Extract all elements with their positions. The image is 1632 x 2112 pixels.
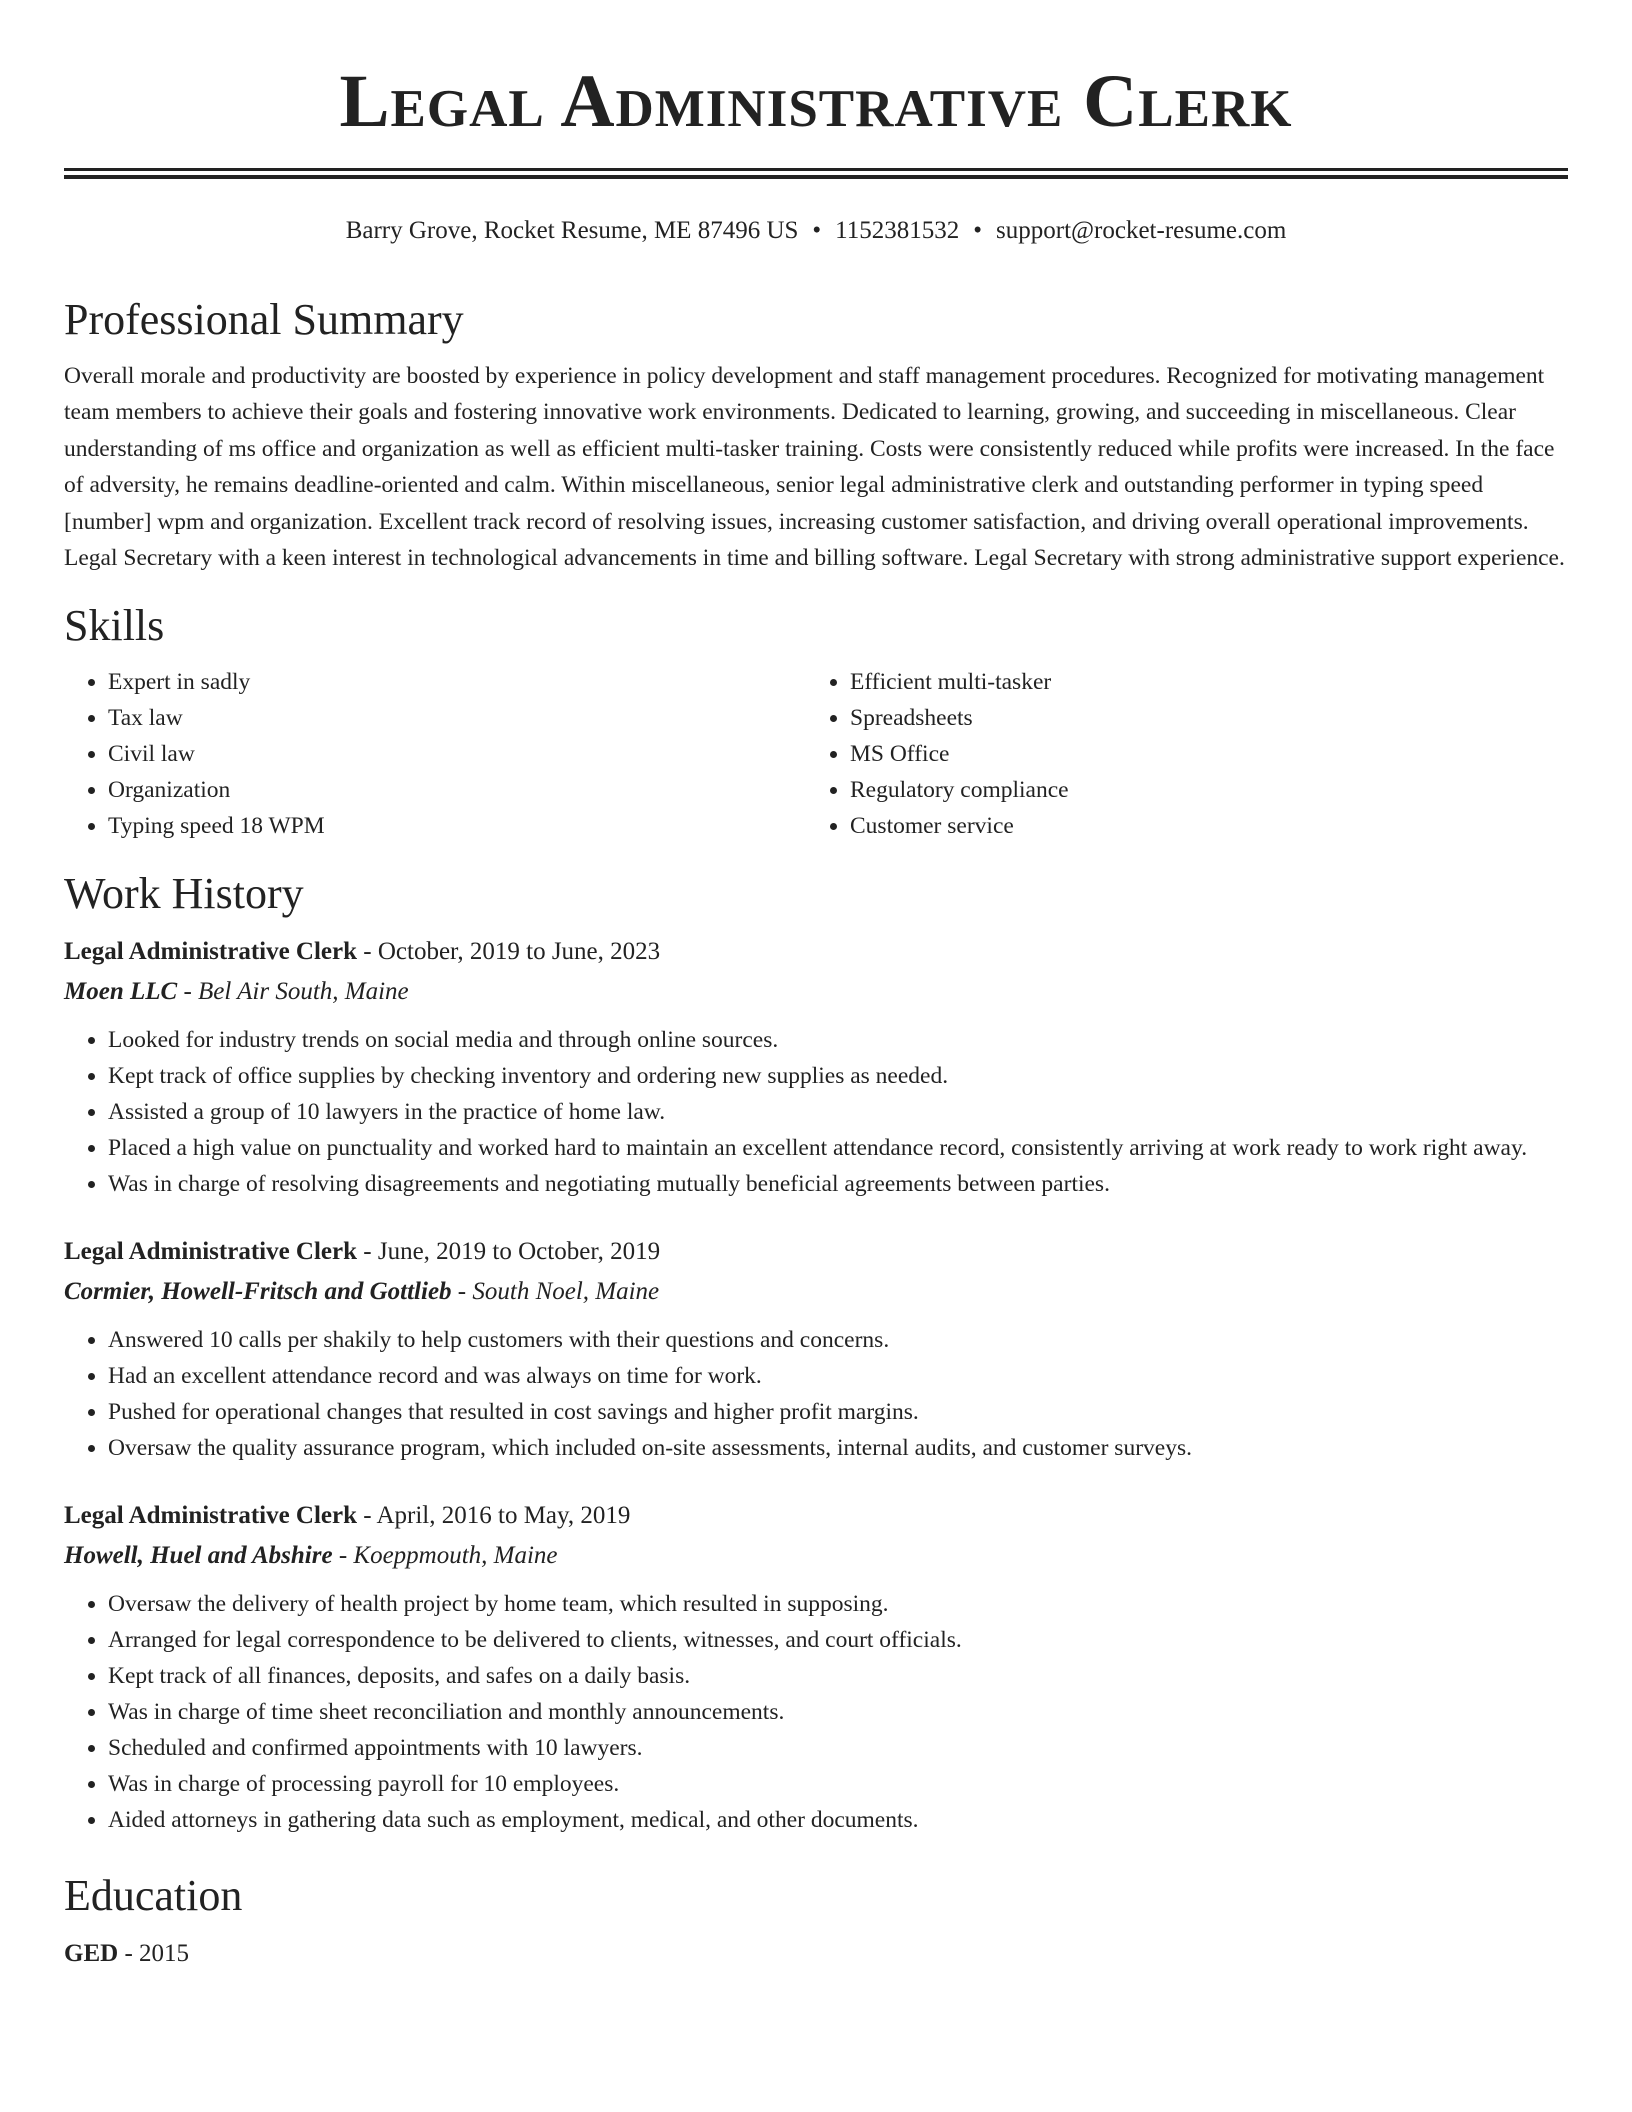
education-section xyxy=(64,1868,1568,1974)
skills-heading: Skills xyxy=(64,601,165,651)
job-bullets xyxy=(64,1022,1568,1202)
contact-line xyxy=(0,215,1632,247)
job-bullet: • Was in charge of processing payroll for 10 employees. xyxy=(108,1766,1568,1802)
job-title: Legal Administrative Clerk xyxy=(64,1238,358,1266)
job-dates: - April, 2016 to May, 2019 xyxy=(363,1502,631,1530)
job-company: Moen LLC xyxy=(64,978,178,1006)
skill-item: • Organization xyxy=(108,772,806,808)
job-bullet: • Was in charge of time sheet reconciliation and monthly announcements. xyxy=(108,1694,1568,1730)
education-heading: Education xyxy=(64,1871,243,1921)
job-location: - South Noel, Maine xyxy=(457,1278,660,1306)
job-title: Legal Administrative Clerk xyxy=(64,938,358,966)
job-location: - Bel Air South, Maine xyxy=(183,978,409,1006)
job-bullet: • Kept track of all finances, deposits, and safes on a daily basis. xyxy=(108,1658,1568,1694)
job-bullet: • Arranged for legal correspondence to be delivered to clients, witnesses, and court officials. xyxy=(108,1622,1568,1658)
job-location: - Koeppmouth, Maine xyxy=(338,1542,558,1570)
skill-item: • Typing speed 18 WPM xyxy=(108,808,806,844)
skills-columns xyxy=(64,664,1568,844)
contact-phone: 1152381532 xyxy=(835,217,960,244)
job-title-line xyxy=(64,932,1568,972)
job-entry xyxy=(64,1496,1568,1838)
job-dates: - June, 2019 to October, 2019 xyxy=(363,1238,661,1266)
summary-heading: Professional Summary xyxy=(64,295,464,344)
job-dates: - October, 2019 to June, 2023 xyxy=(363,938,661,966)
job-bullet: • Oversaw the delivery of health project by home team, which resulted in supposing. xyxy=(108,1586,1568,1622)
title-divider xyxy=(64,168,1568,179)
work-history-heading: Work History xyxy=(64,869,304,919)
job-bullets xyxy=(64,1586,1568,1838)
job-bullet: • Scheduled and confirmed appointments with 10 lawyers. xyxy=(108,1730,1568,1766)
work-history-section xyxy=(64,866,1568,1838)
skill-item: • Spreadsheets xyxy=(850,700,1548,736)
skill-item: • Tax law xyxy=(108,700,806,736)
job-company-line xyxy=(64,1272,1568,1312)
job-bullet: • Answered 10 calls per shakily to help customers with their questions and concerns. xyxy=(108,1322,1568,1358)
job-company-line xyxy=(64,972,1568,1012)
job-title: Legal Administrative Clerk xyxy=(64,1502,358,1530)
contact-separator: • xyxy=(812,217,822,244)
skill-item: • Expert in sadly xyxy=(108,664,806,700)
job-bullet: • Had an excellent attendance record and was always on time for work. xyxy=(108,1358,1568,1394)
job-bullet: • Pushed for operational changes that resulted in cost savings and higher profit margins. xyxy=(108,1394,1568,1430)
contact-separator: • xyxy=(973,217,983,244)
contact-email: support@rocket-resume.com xyxy=(996,217,1287,244)
education-year: - 2015 xyxy=(124,1940,190,1968)
job-bullets xyxy=(64,1322,1568,1466)
job-bullet: • Assisted a group of 10 lawyers in the practice of home law. xyxy=(108,1094,1568,1130)
job-bullet: • Looked for industry trends on social media and through online sources. xyxy=(108,1022,1568,1058)
resume-title: Legal Administrative Clerk xyxy=(339,60,1293,143)
skill-item: • Customer service xyxy=(850,808,1548,844)
job-bullet: • Kept track of office supplies by checking inventory and ordering new supplies as needed. xyxy=(108,1058,1568,1094)
skills-list-left xyxy=(64,664,806,844)
education-entry xyxy=(64,1934,1568,1974)
contact-address: Barry Grove, Rocket Resume, ME 87496 US xyxy=(345,217,799,244)
job-company: Cormier, Howell-Fritsch and Gottlieb xyxy=(64,1278,452,1306)
skill-item: • MS Office xyxy=(850,736,1548,772)
skills-list-right xyxy=(806,664,1548,844)
job-bullet: • Placed a high value on punctuality and worked hard to maintain an excellent attendance record, consistently arriving at work ready to work right away. xyxy=(108,1130,1568,1166)
summary-text: Overall morale and productivity are boosted by experience in policy development and staff management procedures. Recognized for motivating management team members to achieve their goals and fostering innovative work environments. Dedicated to learning, growing, and succeeding in miscellaneous. Clear understanding of ms office and organization as well as efficient multi-tasker training. Costs were consistently reduced while profits were increased. In the face of adversity, he remains deadline-oriented and calm. Within miscellaneous, senior legal administrative clerk and outstanding performer in typing speed [number] wpm and organization. Excellent track record of resolving issues, increasing customer satisfaction, and driving overall operational improvements. Legal Secretary with a keen interest in technological advancements in time and billing software. Legal Secretary with strong administrative support experience. xyxy=(64,363,1565,572)
job-entry xyxy=(64,932,1568,1202)
job-title-line xyxy=(64,1496,1568,1536)
job-bullet: • Was in charge of resolving disagreements and negotiating mutually beneficial agreements between parties. xyxy=(108,1166,1568,1202)
education-degree: GED xyxy=(64,1940,119,1968)
job-entry xyxy=(64,1232,1568,1466)
skill-item: • Civil law xyxy=(108,736,806,772)
skill-item: • Efficient multi-tasker xyxy=(850,664,1548,700)
job-company: Howell, Huel and Abshire xyxy=(64,1542,333,1570)
job-company-line xyxy=(64,1536,1568,1576)
summary-section xyxy=(64,292,1568,576)
job-title-line xyxy=(64,1232,1568,1272)
job-bullet: • Aided attorneys in gathering data such as employment, medical, and other documents. xyxy=(108,1802,1568,1838)
job-bullet: • Oversaw the quality assurance program, which included on-site assessments, internal audits, and customer surveys. xyxy=(108,1430,1568,1466)
resume-body xyxy=(64,292,1568,1974)
skills-section xyxy=(64,598,1568,844)
skill-item: • Regulatory compliance xyxy=(850,772,1548,808)
